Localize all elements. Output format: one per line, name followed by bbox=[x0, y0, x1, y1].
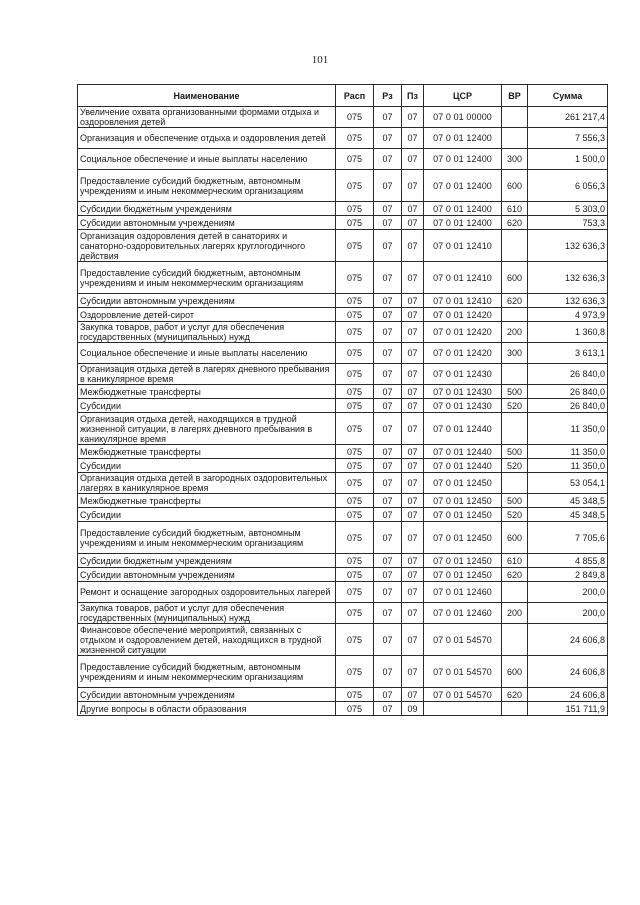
cell-pz: 07 bbox=[402, 624, 424, 656]
cell-pz: 07 bbox=[402, 294, 424, 308]
cell-rasp: 075 bbox=[336, 413, 374, 445]
cell-csr: 07 0 01 12460 bbox=[424, 582, 502, 603]
cell-sum: 26 840,0 bbox=[528, 399, 608, 413]
cell-sum: 3 613,1 bbox=[528, 343, 608, 364]
cell-sum: 151 711,9 bbox=[528, 702, 608, 716]
cell-name: Организация отдыха детей в загородных оздоровительных лагерях в каникулярное время bbox=[78, 473, 336, 494]
cell-name: Финансовое обеспечение мероприятий, связанных с отдыхом и оздоровлением детей, находящихся в трудной жизненной ситуации bbox=[78, 624, 336, 656]
cell-csr: 07 0 01 12460 bbox=[424, 603, 502, 624]
table-row bbox=[78, 522, 608, 554]
table-row bbox=[78, 624, 608, 656]
cell-vr: 520 bbox=[502, 399, 528, 413]
cell-name: Организация оздоровления детей в санаториях и санаторно-оздоровительных лагерях круглогодичного действия bbox=[78, 230, 336, 262]
cell-vr: 520 bbox=[502, 508, 528, 522]
cell-pz: 07 bbox=[402, 262, 424, 294]
cell-rz: 07 bbox=[374, 128, 402, 149]
cell-pz: 09 bbox=[402, 702, 424, 716]
cell-vr: 610 bbox=[502, 554, 528, 568]
cell-vr: 620 bbox=[502, 568, 528, 582]
cell-sum: 26 840,0 bbox=[528, 364, 608, 385]
cell-name: Субсидии автономным учреждениям bbox=[78, 216, 336, 230]
cell-name: Другие вопросы в области образования bbox=[78, 702, 336, 716]
cell-name: Субсидии bbox=[78, 459, 336, 473]
table-row bbox=[78, 702, 608, 716]
cell-sum: 24 606,8 bbox=[528, 624, 608, 656]
cell-name: Организация отдыха детей, находящихся в трудной жизненной ситуации, в лагерях дневного пребывания в каникулярное время bbox=[78, 413, 336, 445]
cell-sum: 132 636,3 bbox=[528, 230, 608, 262]
table-row bbox=[78, 508, 608, 522]
cell-rasp: 075 bbox=[336, 522, 374, 554]
cell-rz: 07 bbox=[374, 399, 402, 413]
cell-pz: 07 bbox=[402, 494, 424, 508]
header-name: Наименование bbox=[78, 85, 336, 107]
cell-rz: 07 bbox=[374, 343, 402, 364]
cell-rasp: 075 bbox=[336, 385, 374, 399]
cell-name: Субсидии автономным учреждениям bbox=[78, 294, 336, 308]
cell-rz: 07 bbox=[374, 149, 402, 170]
table-row bbox=[78, 343, 608, 364]
cell-name: Оздоровление детей-сирот bbox=[78, 308, 336, 322]
cell-rasp: 075 bbox=[336, 364, 374, 385]
cell-csr: 07 0 01 12420 bbox=[424, 308, 502, 322]
cell-sum: 2 849,8 bbox=[528, 568, 608, 582]
cell-vr bbox=[502, 582, 528, 603]
cell-rz: 07 bbox=[374, 473, 402, 494]
cell-pz: 07 bbox=[402, 522, 424, 554]
cell-sum: 5 303,0 bbox=[528, 202, 608, 216]
cell-pz: 07 bbox=[402, 170, 424, 202]
cell-csr: 07 0 01 12450 bbox=[424, 473, 502, 494]
cell-rasp: 075 bbox=[336, 128, 374, 149]
cell-rasp: 075 bbox=[336, 624, 374, 656]
cell-rasp: 075 bbox=[336, 459, 374, 473]
table-row bbox=[78, 459, 608, 473]
cell-csr: 07 0 01 00000 bbox=[424, 107, 502, 128]
cell-name: Социальное обеспечение и иные выплаты населению bbox=[78, 149, 336, 170]
cell-csr: 07 0 01 12420 bbox=[424, 322, 502, 343]
cell-vr bbox=[502, 128, 528, 149]
cell-csr: 07 0 01 12400 bbox=[424, 216, 502, 230]
cell-csr: 07 0 01 12450 bbox=[424, 522, 502, 554]
cell-vr bbox=[502, 624, 528, 656]
cell-rz: 07 bbox=[374, 702, 402, 716]
cell-rz: 07 bbox=[374, 688, 402, 702]
cell-rasp: 075 bbox=[336, 262, 374, 294]
cell-name: Предоставление субсидий бюджетным, автономным учреждениям и иным некоммерческим организациям bbox=[78, 522, 336, 554]
cell-sum: 45 348,5 bbox=[528, 508, 608, 522]
cell-name: Субсидии автономным учреждениям bbox=[78, 568, 336, 582]
table-row bbox=[78, 688, 608, 702]
cell-rasp: 075 bbox=[336, 656, 374, 688]
cell-rz: 07 bbox=[374, 554, 402, 568]
cell-rz: 07 bbox=[374, 445, 402, 459]
cell-rasp: 075 bbox=[336, 494, 374, 508]
cell-vr: 300 bbox=[502, 149, 528, 170]
header-vr: ВР bbox=[502, 85, 528, 107]
cell-sum: 753,3 bbox=[528, 216, 608, 230]
cell-rasp: 075 bbox=[336, 202, 374, 216]
cell-rasp: 075 bbox=[336, 230, 374, 262]
cell-name: Межбюджетные трансферты bbox=[78, 445, 336, 459]
table-row bbox=[78, 582, 608, 603]
cell-rz: 07 bbox=[374, 294, 402, 308]
cell-vr bbox=[502, 702, 528, 716]
cell-sum: 24 606,8 bbox=[528, 688, 608, 702]
cell-pz: 07 bbox=[402, 216, 424, 230]
cell-rasp: 075 bbox=[336, 603, 374, 624]
cell-csr: 07 0 01 12440 bbox=[424, 413, 502, 445]
cell-rasp: 075 bbox=[336, 343, 374, 364]
cell-pz: 07 bbox=[402, 343, 424, 364]
cell-rz: 07 bbox=[374, 413, 402, 445]
cell-vr: 300 bbox=[502, 343, 528, 364]
table-row bbox=[78, 170, 608, 202]
table-body bbox=[78, 107, 608, 716]
cell-sum: 132 636,3 bbox=[528, 262, 608, 294]
cell-name: Организация и обеспечение отдыха и оздоровления детей bbox=[78, 128, 336, 149]
cell-vr: 600 bbox=[502, 522, 528, 554]
cell-pz: 07 bbox=[402, 308, 424, 322]
cell-pz: 07 bbox=[402, 149, 424, 170]
cell-rasp: 075 bbox=[336, 308, 374, 322]
table-row bbox=[78, 308, 608, 322]
cell-rz: 07 bbox=[374, 107, 402, 128]
cell-csr: 07 0 01 12400 bbox=[424, 202, 502, 216]
cell-rasp: 075 bbox=[336, 445, 374, 459]
cell-csr: 07 0 01 54570 bbox=[424, 656, 502, 688]
cell-csr: 07 0 01 12440 bbox=[424, 445, 502, 459]
cell-rasp: 075 bbox=[336, 107, 374, 128]
cell-name: Закупка товаров, работ и услуг для обеспечения государственных (муниципальных) нужд bbox=[78, 322, 336, 343]
cell-vr bbox=[502, 107, 528, 128]
cell-pz: 07 bbox=[402, 603, 424, 624]
cell-sum: 7 705,6 bbox=[528, 522, 608, 554]
cell-rz: 07 bbox=[374, 170, 402, 202]
table-row bbox=[78, 107, 608, 128]
table-row bbox=[78, 322, 608, 343]
cell-sum: 200,0 bbox=[528, 603, 608, 624]
cell-csr bbox=[424, 702, 502, 716]
table-row bbox=[78, 128, 608, 149]
cell-rasp: 075 bbox=[336, 294, 374, 308]
cell-rasp: 075 bbox=[336, 216, 374, 230]
cell-vr: 500 bbox=[502, 494, 528, 508]
cell-rz: 07 bbox=[374, 202, 402, 216]
cell-name: Предоставление субсидий бюджетным, автономным учреждениям и иным некоммерческим организациям bbox=[78, 262, 336, 294]
cell-rasp: 075 bbox=[336, 322, 374, 343]
cell-name: Межбюджетные трансферты bbox=[78, 494, 336, 508]
cell-name: Закупка товаров, работ и услуг для обеспечения государственных (муниципальных) нужд bbox=[78, 603, 336, 624]
cell-csr: 07 0 01 12410 bbox=[424, 294, 502, 308]
cell-pz: 07 bbox=[402, 364, 424, 385]
cell-csr: 07 0 01 12400 bbox=[424, 170, 502, 202]
cell-vr: 200 bbox=[502, 322, 528, 343]
cell-rz: 07 bbox=[374, 522, 402, 554]
cell-csr: 07 0 01 54570 bbox=[424, 688, 502, 702]
cell-csr: 07 0 01 12430 bbox=[424, 385, 502, 399]
cell-pz: 07 bbox=[402, 508, 424, 522]
cell-csr: 07 0 01 12450 bbox=[424, 494, 502, 508]
cell-sum: 1 500,0 bbox=[528, 149, 608, 170]
table-row bbox=[78, 445, 608, 459]
cell-rz: 07 bbox=[374, 568, 402, 582]
table-row bbox=[78, 603, 608, 624]
cell-rz: 07 bbox=[374, 459, 402, 473]
page-number: 101 bbox=[311, 54, 329, 66]
cell-vr: 500 bbox=[502, 445, 528, 459]
cell-sum: 24 606,8 bbox=[528, 656, 608, 688]
cell-pz: 07 bbox=[402, 399, 424, 413]
cell-vr bbox=[502, 230, 528, 262]
cell-rz: 07 bbox=[374, 230, 402, 262]
cell-sum: 6 056,3 bbox=[528, 170, 608, 202]
table-row bbox=[78, 413, 608, 445]
cell-rz: 07 bbox=[374, 603, 402, 624]
table-row bbox=[78, 554, 608, 568]
cell-sum: 26 840,0 bbox=[528, 385, 608, 399]
cell-rz: 07 bbox=[374, 364, 402, 385]
cell-csr: 07 0 01 12450 bbox=[424, 508, 502, 522]
cell-pz: 07 bbox=[402, 582, 424, 603]
cell-rasp: 075 bbox=[336, 473, 374, 494]
table-row bbox=[78, 230, 608, 262]
cell-rasp: 075 bbox=[336, 688, 374, 702]
header-rz: Рз bbox=[374, 85, 402, 107]
cell-sum: 53 054,1 bbox=[528, 473, 608, 494]
cell-sum: 7 556,3 bbox=[528, 128, 608, 149]
cell-sum: 45 348,5 bbox=[528, 494, 608, 508]
cell-pz: 07 bbox=[402, 107, 424, 128]
cell-sum: 261 217,4 bbox=[528, 107, 608, 128]
cell-rz: 07 bbox=[374, 624, 402, 656]
table-header-row bbox=[78, 85, 608, 107]
table-row bbox=[78, 216, 608, 230]
header-rasp: Расп bbox=[336, 85, 374, 107]
cell-name: Социальное обеспечение и иные выплаты населению bbox=[78, 343, 336, 364]
cell-rasp: 075 bbox=[336, 508, 374, 522]
cell-name: Субсидии bbox=[78, 508, 336, 522]
cell-vr: 200 bbox=[502, 603, 528, 624]
cell-pz: 07 bbox=[402, 322, 424, 343]
cell-pz: 07 bbox=[402, 202, 424, 216]
budget-table bbox=[77, 84, 608, 716]
cell-pz: 07 bbox=[402, 445, 424, 459]
table-row bbox=[78, 262, 608, 294]
cell-pz: 07 bbox=[402, 554, 424, 568]
cell-sum: 4 973,9 bbox=[528, 308, 608, 322]
cell-csr: 07 0 01 12450 bbox=[424, 568, 502, 582]
cell-csr: 07 0 01 12400 bbox=[424, 149, 502, 170]
cell-vr: 610 bbox=[502, 202, 528, 216]
cell-sum: 11 350,0 bbox=[528, 445, 608, 459]
cell-vr bbox=[502, 413, 528, 445]
cell-rasp: 075 bbox=[336, 582, 374, 603]
cell-vr: 520 bbox=[502, 459, 528, 473]
cell-name: Субсидии автономным учреждениям bbox=[78, 688, 336, 702]
cell-name: Субсидии бюджетным учреждениям bbox=[78, 202, 336, 216]
table-row bbox=[78, 399, 608, 413]
cell-rasp: 075 bbox=[336, 554, 374, 568]
cell-name: Ремонт и оснащение загородных оздоровительных лагерей bbox=[78, 582, 336, 603]
table-row bbox=[78, 494, 608, 508]
table-row bbox=[78, 385, 608, 399]
cell-name: Субсидии bbox=[78, 399, 336, 413]
cell-csr: 07 0 01 12430 bbox=[424, 399, 502, 413]
cell-rasp: 075 bbox=[336, 399, 374, 413]
cell-name: Межбюджетные трансферты bbox=[78, 385, 336, 399]
cell-vr: 600 bbox=[502, 656, 528, 688]
cell-csr: 07 0 01 12400 bbox=[424, 128, 502, 149]
cell-rz: 07 bbox=[374, 308, 402, 322]
table-row bbox=[78, 364, 608, 385]
cell-pz: 07 bbox=[402, 230, 424, 262]
cell-pz: 07 bbox=[402, 688, 424, 702]
cell-rz: 07 bbox=[374, 216, 402, 230]
cell-rz: 07 bbox=[374, 385, 402, 399]
header-csr: ЦСР bbox=[424, 85, 502, 107]
cell-pz: 07 bbox=[402, 413, 424, 445]
cell-rasp: 075 bbox=[336, 568, 374, 582]
cell-vr bbox=[502, 364, 528, 385]
cell-rasp: 075 bbox=[336, 170, 374, 202]
cell-name: Предоставление субсидий бюджетным, автономным учреждениям и иным некоммерческим организациям bbox=[78, 170, 336, 202]
cell-vr: 600 bbox=[502, 262, 528, 294]
cell-vr bbox=[502, 308, 528, 322]
cell-vr bbox=[502, 473, 528, 494]
cell-sum: 11 350,0 bbox=[528, 459, 608, 473]
cell-rz: 07 bbox=[374, 262, 402, 294]
cell-pz: 07 bbox=[402, 656, 424, 688]
cell-sum: 200,0 bbox=[528, 582, 608, 603]
cell-pz: 07 bbox=[402, 385, 424, 399]
cell-rz: 07 bbox=[374, 582, 402, 603]
cell-sum: 1 360,8 bbox=[528, 322, 608, 343]
cell-rz: 07 bbox=[374, 494, 402, 508]
header-sum: Сумма bbox=[528, 85, 608, 107]
cell-rz: 07 bbox=[374, 656, 402, 688]
cell-name: Предоставление субсидий бюджетным, автономным учреждениям и иным некоммерческим организациям bbox=[78, 656, 336, 688]
cell-sum: 132 636,3 bbox=[528, 294, 608, 308]
table-row bbox=[78, 568, 608, 582]
cell-name: Увеличение охвата организованными формами отдыха и оздоровления детей bbox=[78, 107, 336, 128]
cell-csr: 07 0 01 12410 bbox=[424, 262, 502, 294]
cell-vr: 620 bbox=[502, 216, 528, 230]
cell-sum: 4 855,8 bbox=[528, 554, 608, 568]
cell-name: Субсидии бюджетным учреждениям bbox=[78, 554, 336, 568]
cell-vr: 620 bbox=[502, 294, 528, 308]
table-row bbox=[78, 149, 608, 170]
cell-pz: 07 bbox=[402, 128, 424, 149]
cell-pz: 07 bbox=[402, 459, 424, 473]
cell-csr: 07 0 01 12430 bbox=[424, 364, 502, 385]
cell-csr: 07 0 01 54570 bbox=[424, 624, 502, 656]
cell-sum: 11 350,0 bbox=[528, 413, 608, 445]
cell-pz: 07 bbox=[402, 568, 424, 582]
cell-vr: 600 bbox=[502, 170, 528, 202]
table-row bbox=[78, 294, 608, 308]
cell-vr: 500 bbox=[502, 385, 528, 399]
cell-rasp: 075 bbox=[336, 149, 374, 170]
cell-csr: 07 0 01 12450 bbox=[424, 554, 502, 568]
cell-rz: 07 bbox=[374, 508, 402, 522]
cell-rz: 07 bbox=[374, 322, 402, 343]
cell-csr: 07 0 01 12440 bbox=[424, 459, 502, 473]
cell-name: Организация отдыха детей в лагерях дневного пребывания в каникулярное время bbox=[78, 364, 336, 385]
cell-pz: 07 bbox=[402, 473, 424, 494]
cell-rasp: 075 bbox=[336, 702, 374, 716]
header-pz: Пз bbox=[402, 85, 424, 107]
table-row bbox=[78, 202, 608, 216]
table-row bbox=[78, 473, 608, 494]
cell-vr: 620 bbox=[502, 688, 528, 702]
cell-csr: 07 0 01 12420 bbox=[424, 343, 502, 364]
cell-csr: 07 0 01 12410 bbox=[424, 230, 502, 262]
table-row bbox=[78, 656, 608, 688]
